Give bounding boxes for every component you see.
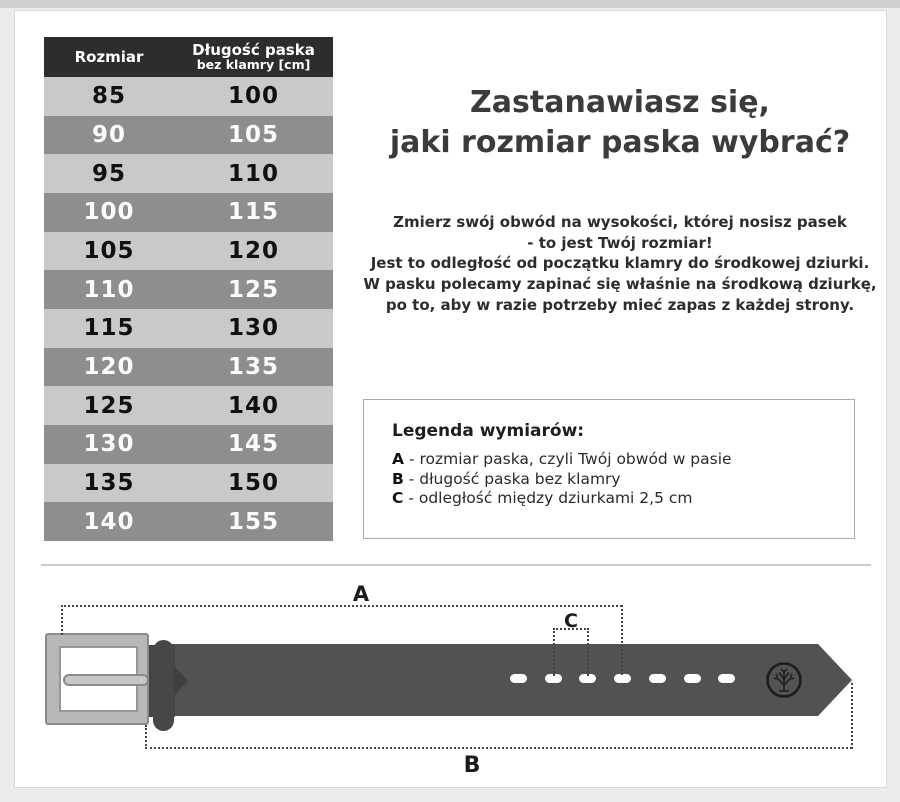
table-row [44,309,333,348]
size-cell: 120 [83,354,135,381]
instruction-line: po to, aby w razie potrzeby mieć zapas z każdej strony. [385,295,855,314]
belt-hole [510,674,527,683]
length-cell: 135 [228,354,280,381]
length-cell: 110 [228,160,280,187]
size-table-body [44,77,333,541]
buckle-prong [63,674,149,686]
legend-key: A [392,450,404,468]
size-table-header [44,37,333,77]
length-cell: 125 [228,276,280,303]
size-cell: 85 [92,83,127,110]
length-cell: 105 [228,122,280,148]
dimension-line-a-right [621,605,623,675]
belt-tail-tip [173,665,188,697]
size-cell: 130 [83,431,135,458]
size-cell: 110 [83,276,135,303]
length-cell: 130 [228,315,280,342]
instruction-line: W pasku polecamy zapinać się właśnie na środkową dziurkę, [363,275,877,294]
header-dlugosc [174,37,333,77]
header-dlugosc-line1: Długość paska [192,41,315,59]
dimension-label-b: B [463,753,481,778]
section-divider [41,564,871,566]
table-row [44,464,333,503]
belt-loop [153,640,174,731]
dimension-line-c-right [587,628,589,676]
dimension-line-a [61,605,622,607]
dimension-line-c-left [553,628,555,676]
size-table [44,37,333,541]
table-row [44,77,333,116]
belt-hole [649,674,666,683]
table-row [44,154,333,193]
dimension-line-b [145,747,852,749]
heading-line-2: jaki rozmiar paska wybrać? [389,125,851,160]
legend-item [392,450,834,470]
dimension-line-a-left [61,605,63,635]
length-cell: 100 [228,83,280,110]
table-row [44,232,333,271]
size-cell: 95 [92,160,127,187]
heading-line-1: Zastanawiasz się, [470,85,770,120]
legend-item [392,470,834,490]
instruction-line: Zmierz swój obwód na wysokości, której nosisz pasek [393,213,847,231]
table-row [44,502,333,541]
page-top-strip [0,0,900,8]
table-row [44,348,333,387]
length-cell: 145 [228,431,280,458]
length-cell: 150 [228,470,280,497]
header-rozmiar: Rozmiar [74,48,144,66]
table-row [44,193,333,232]
dimension-label-c: C [564,610,578,632]
question-heading [350,83,890,163]
dimension-label-a: A [352,582,370,606]
table-row [44,116,333,155]
dimension-line-b-right [851,683,853,749]
measurement-instructions [346,212,894,316]
size-cell: 125 [83,392,135,419]
length-cell: 115 [228,199,280,226]
dimension-line-c [553,628,589,630]
belt-strap [161,644,852,716]
table-row [44,386,333,425]
length-cell: 140 [228,392,280,419]
table-row [44,425,333,464]
legend-key: C [392,489,404,507]
legend-title: Legenda wymiarów: [392,421,585,441]
legend-key: B [392,469,404,488]
size-cell: 140 [83,508,135,535]
header-dlugosc-line2: bez klamry [cm] [196,57,311,72]
belt-hole [684,674,701,683]
size-cell: 90 [92,122,127,148]
belt-hole [718,674,735,683]
size-cell: 100 [83,199,135,226]
tree-logo-icon [764,660,804,700]
legend-text: - rozmiar paska, czyli Twój obwód w pasie [408,450,732,468]
size-cell: 105 [83,238,135,265]
length-cell: 120 [228,238,280,265]
content-card [14,10,887,788]
instruction-line: Jest to odległość od początku klamry do środkowej dziurki. [370,254,870,273]
length-cell: 155 [228,508,280,535]
size-cell: 135 [83,470,135,497]
dimension-line-b-left [145,725,147,749]
size-cell: 115 [83,315,135,342]
legend-box [363,399,855,539]
legend-item [392,489,834,509]
table-row [44,270,333,309]
belt-hole [614,674,631,683]
legend-text: - odległość między dziurkami 2,5 cm [408,489,693,507]
instruction-line: - to jest Twój rozmiar! [527,233,713,252]
legend-text: - długość paska bez klamry [408,469,621,488]
